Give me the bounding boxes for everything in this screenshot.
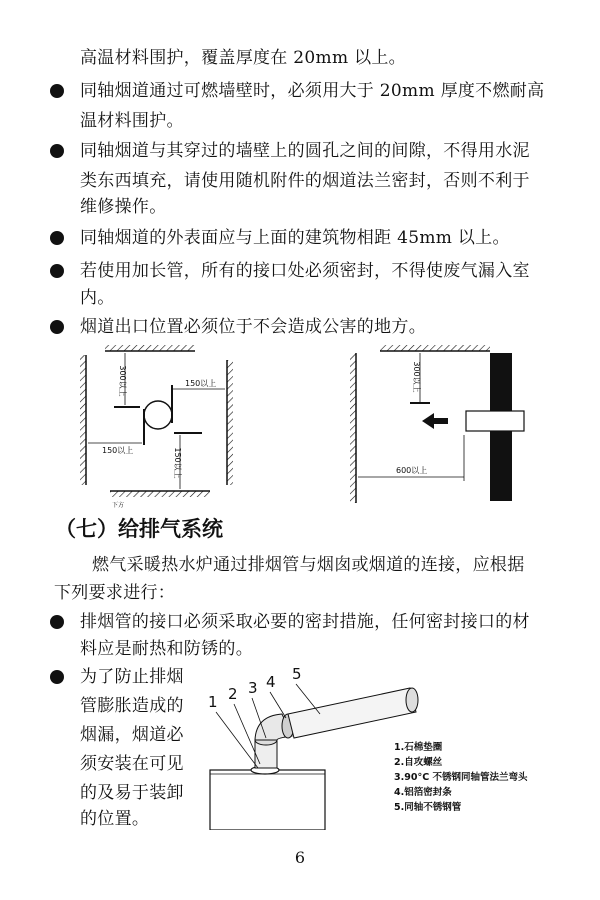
bullet-text-line: 同轴烟道的外表面应与上面的建筑物相距 45mm 以上。 bbox=[80, 228, 510, 248]
left-wall-hatch bbox=[350, 353, 356, 503]
legend-item: 3.90°C 不锈钢同轴管法兰弯头 bbox=[394, 772, 528, 783]
bullet-text-line: 烟道出口位置必须位于不会造成公害的地方。 bbox=[80, 317, 426, 337]
bullet-text-line: 同轴烟道与其穿过的墙壁上的圆孔之间的间隙，不得用水泥 bbox=[80, 141, 530, 161]
bullet-text-line: 类东西填充，请使用随机附件的烟道法兰密封，否则不利于 bbox=[80, 171, 530, 191]
legend-item: 5.同轴不锈钢管 bbox=[394, 802, 462, 813]
bullet-text-line: 同轴烟道通过可燃墙壁时，必须用大于 20mm 厚度不燃耐高 bbox=[80, 81, 545, 101]
bullet-dot bbox=[50, 264, 64, 278]
flue-circle bbox=[144, 401, 172, 429]
bullet-text-line: 若使用加长管，所有的接口处必须密封，不得使废气漏入室 bbox=[80, 261, 530, 281]
bullet-dot bbox=[50, 144, 64, 158]
floor-label: 下方 bbox=[112, 502, 125, 509]
intro-line: 下列要求进行： bbox=[54, 583, 176, 603]
left-clearance-diagram bbox=[80, 345, 250, 515]
bullet-text-line: 温材料围护。 bbox=[80, 111, 184, 131]
bullet-text-line: 内。 bbox=[80, 288, 115, 308]
bullet-text-line: 烟漏，烟道必 bbox=[80, 725, 184, 745]
dim-bottom-label: 600以上 bbox=[396, 466, 428, 475]
page-number: 6 bbox=[294, 848, 306, 867]
right-wall-hatch bbox=[227, 360, 233, 485]
coaxial-pipe bbox=[288, 688, 416, 738]
part-number: 2 bbox=[228, 685, 238, 703]
dim-bottom-label: 150以上 bbox=[173, 447, 182, 479]
top-wall-hatch bbox=[105, 345, 195, 351]
part-number: 1 bbox=[208, 693, 218, 711]
bullet-dot bbox=[50, 84, 64, 98]
bullet-dot bbox=[50, 615, 64, 629]
boiler-body bbox=[210, 770, 325, 830]
dim-top-label: 300以上 bbox=[412, 361, 421, 393]
bullet-dot bbox=[50, 320, 64, 334]
part-number: 3 bbox=[248, 679, 258, 697]
right-clearance-diagram bbox=[350, 345, 530, 505]
floor-hatch bbox=[110, 491, 210, 497]
legend-item: 1.石棉垫圈 bbox=[394, 742, 443, 753]
bullet-text-line: 须安装在可见 bbox=[80, 754, 184, 774]
dim-left-label: 150以上 bbox=[102, 446, 134, 455]
bullet-dot bbox=[50, 231, 64, 245]
legend-item: 4.铝箔密封条 bbox=[394, 787, 452, 798]
part-number: 4 bbox=[266, 673, 276, 691]
leader-1 bbox=[216, 712, 258, 768]
bullet-text-line: 高温材料围护，覆盖厚度在 20mm 以上。 bbox=[80, 48, 406, 68]
dim-top-label: 300以上 bbox=[118, 365, 127, 397]
section-heading: （七）给排气系统 bbox=[55, 517, 223, 541]
dim-right-label: 150以上 bbox=[185, 379, 217, 388]
intro-line: 燃气采暖热水炉通过排烟管与烟囱或烟道的连接，应根据 bbox=[92, 555, 525, 575]
left-wall-hatch bbox=[80, 355, 86, 485]
exhaust-arrow bbox=[422, 413, 448, 429]
bullet-text-line: 为了防止排烟 bbox=[80, 667, 184, 687]
ceiling-hatch bbox=[380, 345, 490, 351]
pipe-end bbox=[406, 688, 418, 712]
legend-item: 2.自攻螺丝 bbox=[394, 757, 443, 768]
bullet-text-line: 管膨胀造成的 bbox=[80, 696, 184, 716]
flue-duct bbox=[466, 411, 524, 431]
bullet-text-line: 的及易于装卸 bbox=[80, 783, 184, 803]
bullet-text-line: 排烟管的接口必须采取必要的密封措施，任何密封接口的材 bbox=[80, 612, 530, 632]
bullet-dot bbox=[50, 670, 64, 684]
part-number: 5 bbox=[292, 665, 302, 683]
bullet-text-line: 维修操作。 bbox=[80, 197, 167, 217]
bullet-text-line: 料应是耐热和防锈的。 bbox=[80, 639, 253, 659]
bullet-text-line: 的位置。 bbox=[80, 809, 150, 829]
